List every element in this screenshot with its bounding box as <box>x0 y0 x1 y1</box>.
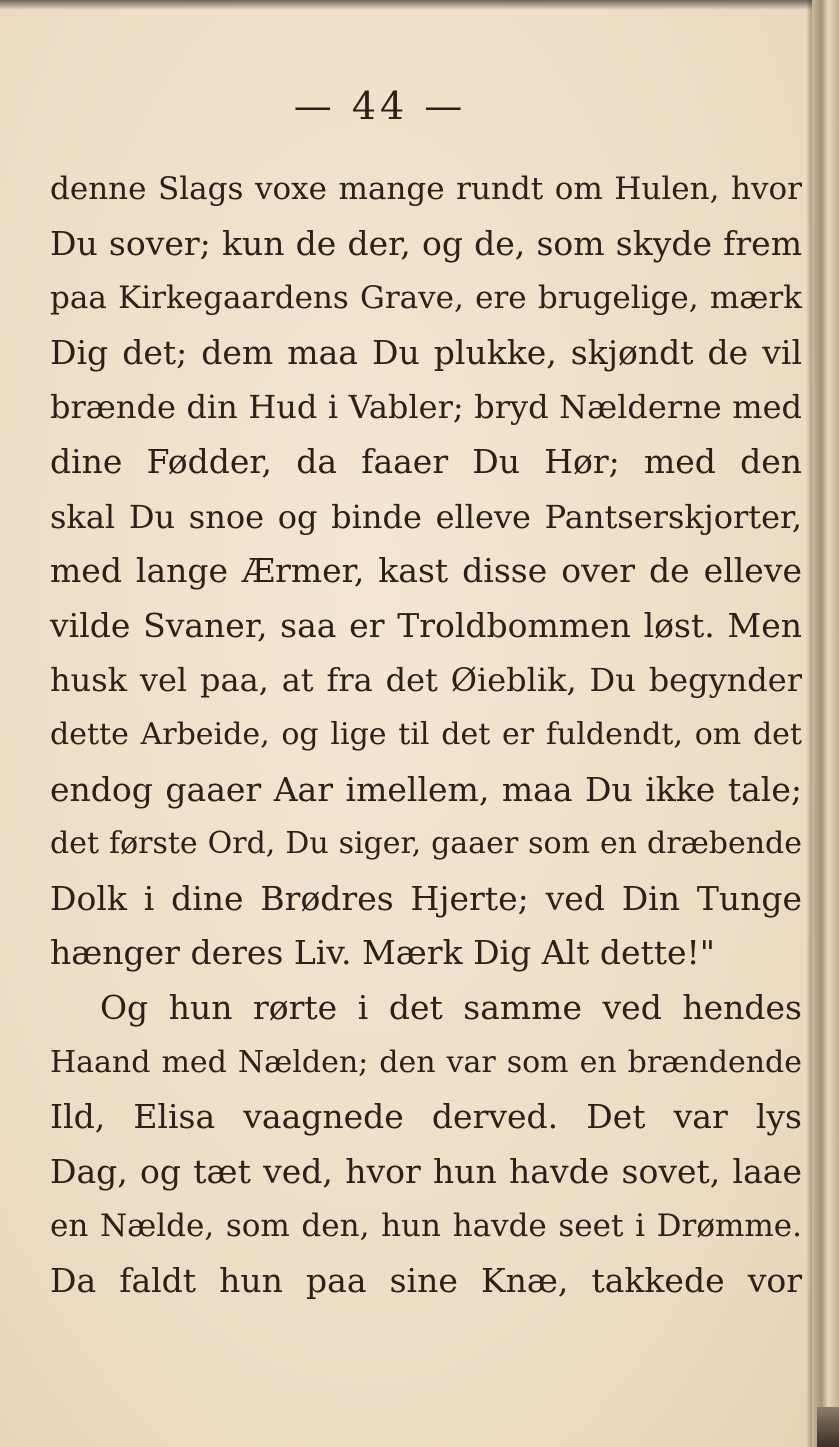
text-line: Ild, Elisa vaagnede derved. Det var lys <box>50 1097 802 1137</box>
text-line: Dolk i dine Brødres Hjerte; ved Din Tunge <box>50 878 802 918</box>
text-line: dette Arbeide, og lige til det er fuldendt, om det <box>50 716 802 752</box>
text-line: husk vel paa, at fra det Øieblik, Du begynder <box>50 661 802 700</box>
text-line: denne Slags voxe mange rundt om Hulen, hvor <box>50 171 802 207</box>
text-line: paa Kirkegaardens Grave, ere brugelige, mærk <box>50 280 802 317</box>
book-spine <box>812 0 839 1447</box>
text-line: vilde Svaner, saa er Troldbommen løst. Men <box>50 605 802 645</box>
page-corner-shadow <box>817 1407 839 1447</box>
text-line: hænger deres Liv. Mærk Dig Alt dette!" <box>50 933 715 973</box>
text-line: Dig det; dem maa Du plukke, skjøndt de vil <box>50 332 802 372</box>
text-line: Dag, og tæt ved, hvor hun havde sovet, laae <box>50 1151 802 1191</box>
text-line: en Nælde, som den, hun havde seet i Drømme. <box>50 1208 802 1245</box>
text-line: Og hun rørte i det samme ved hendes <box>100 987 802 1027</box>
body-text <box>50 162 802 1308</box>
text-line: det første Ord, Du siger, gaaer som en dræbende <box>50 826 802 862</box>
text-line: dine Fødder, da faaer Du Hør; med den <box>50 441 802 481</box>
text-line: skal Du snoe og binde elleve Pantserskjorter, <box>50 497 802 536</box>
page-top-edge <box>0 0 812 10</box>
text-line: Da faldt hun paa sine Knæ, takkede vor <box>50 1260 802 1300</box>
text-line: med lange Ærmer, kast disse over de elleve <box>50 551 802 591</box>
text-line: Haand med Nælden; den var som en brændende <box>50 1044 802 1080</box>
text-line: Du sover; kun de der, og de, som skyde frem <box>50 223 802 263</box>
text-line: endog gaaer Aar imellem, maa Du ikke tale; <box>50 769 802 809</box>
page-number: — 44 — <box>293 84 467 128</box>
text-line: brænde din Hud i Vabler; bryd Nælderne med <box>50 388 802 427</box>
